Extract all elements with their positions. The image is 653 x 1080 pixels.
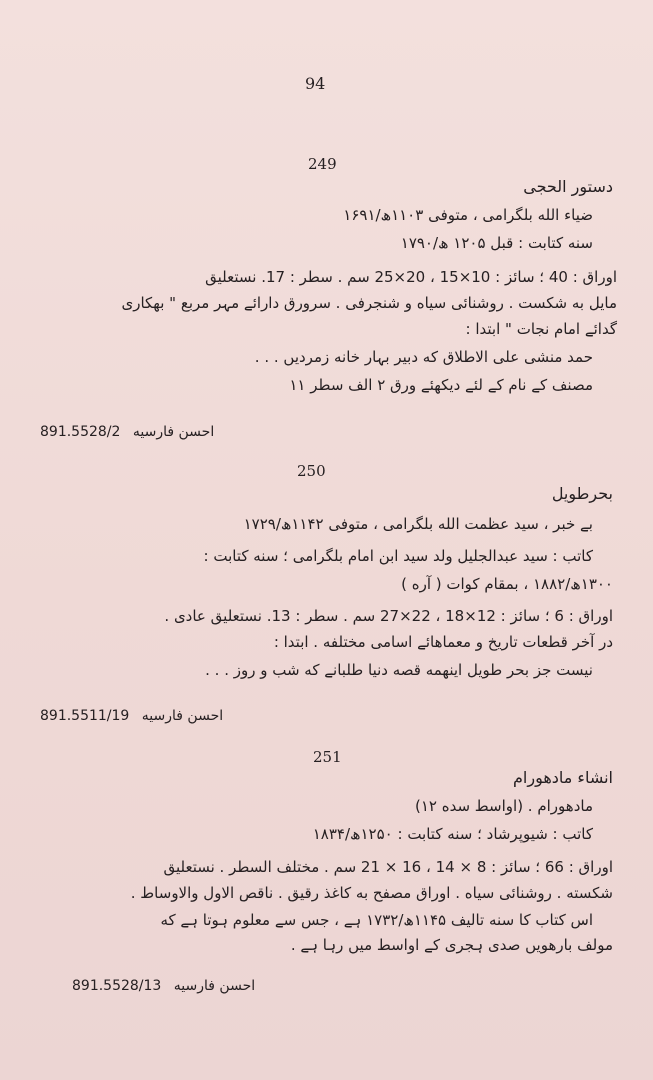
description-line: حمد منشی علی الاطلاق که دبیر بہار خانه زمردیں . . . xyxy=(254,348,593,366)
description-line: شکسته . روشنائی سیاه . اوراق مصفح به کاغذ رقیق . ناقص الاول والاوساط . xyxy=(130,884,613,902)
entry-title: دستور الحجی xyxy=(523,177,613,196)
shelfmark-label: احسن فارسیه xyxy=(173,978,256,994)
shelfmark xyxy=(72,978,255,994)
entry-number: 249 xyxy=(308,155,337,173)
entry-author: مادھورام . (اواسط سده ۱۲) xyxy=(414,797,593,815)
entry-title: انشاء مادھورام xyxy=(512,768,613,787)
shelfmark-code: 891.5511/19 xyxy=(40,708,130,724)
description-line: مایل به شکست . روشنائی سیاه و شنجرفی . سرورق دارائے مہر مربع " بھکاری xyxy=(121,294,617,312)
description-line: اوراق : 66 ؛ سائز : 8 × 14 ، 16 × 21 سم . مختلف السطر . نستعلیق xyxy=(163,858,613,876)
shelfmark-code: 891.5528/2 xyxy=(40,424,121,440)
entry-number: 251 xyxy=(313,748,342,766)
entry-copy-date: کاتب : شیوپرشاد ؛ سنه کتابت : ۱۲۵۰ھ/۱۸۳۴ xyxy=(312,825,593,843)
shelfmark-code: 891.5528/13 xyxy=(72,978,162,994)
description-line: اوراق : 6 ؛ سائز : 12×18 ، 22×27 سم . سطر : 13. نستعلیق عادی . xyxy=(164,607,613,625)
shelfmark xyxy=(40,708,223,724)
description-line: مولف بارھویں صدی ہجری کے اواسط میں رہا ہے . xyxy=(290,936,613,954)
entry-author: ضیاء الله بلگرامی ، متوفی ۱۱۰۳ھ/۱۶۹۱ xyxy=(343,206,593,224)
entry-title: بحرطویل xyxy=(551,484,613,503)
description-line: اوراق : 40 ؛ سائز : 10×15 ، 20×25 سم . سطر : 17. نستعلیق xyxy=(205,268,617,286)
page-number: 94 xyxy=(305,74,326,93)
description-line: اس کتاب کا سنه تالیف ۱۱۴۵ھ/۱۷۳۲ ہے ، جس سے معلوم ہوتا ہے که xyxy=(160,911,593,929)
description-line: کاتب : سید عبدالجلیل ولد سید ابن امام بلگرامی ؛ سنه کتابت : xyxy=(203,547,593,565)
shelfmark xyxy=(40,424,214,440)
description-line: نیست جز بحر طویل اینهمه قصه دنیا طلبانے که شب و روز . . . xyxy=(205,661,593,679)
description-line: ۱۳۰۰ھ/۱۸۸۲ ، بمقام کوات ( آره ) xyxy=(401,575,613,593)
description-line: گدائے امام نجات " ابتدا : xyxy=(465,320,617,338)
shelfmark-label: احسن فارسیه xyxy=(141,708,224,724)
entry-copy-date: سنه کتابت : قبل ۱۲۰۵ ھ/۱۷۹۰ xyxy=(400,234,593,252)
shelfmark-label: احسن فارسیه xyxy=(132,424,215,440)
description-line: مصنف کے نام کے لئے دیکھئے ورق ۲ الف سطر ۱۱ xyxy=(289,376,593,394)
description-line: در آخر قطعات تاریخ و معماهائے اسامی مختلفه . ابتدا : xyxy=(273,633,613,651)
entry-number: 250 xyxy=(297,462,326,480)
entry-author: بے خبر ، سید عظمت الله بلگرامی ، متوفی ۱۱۴۲ھ/۱۷۲۹ xyxy=(243,515,593,533)
